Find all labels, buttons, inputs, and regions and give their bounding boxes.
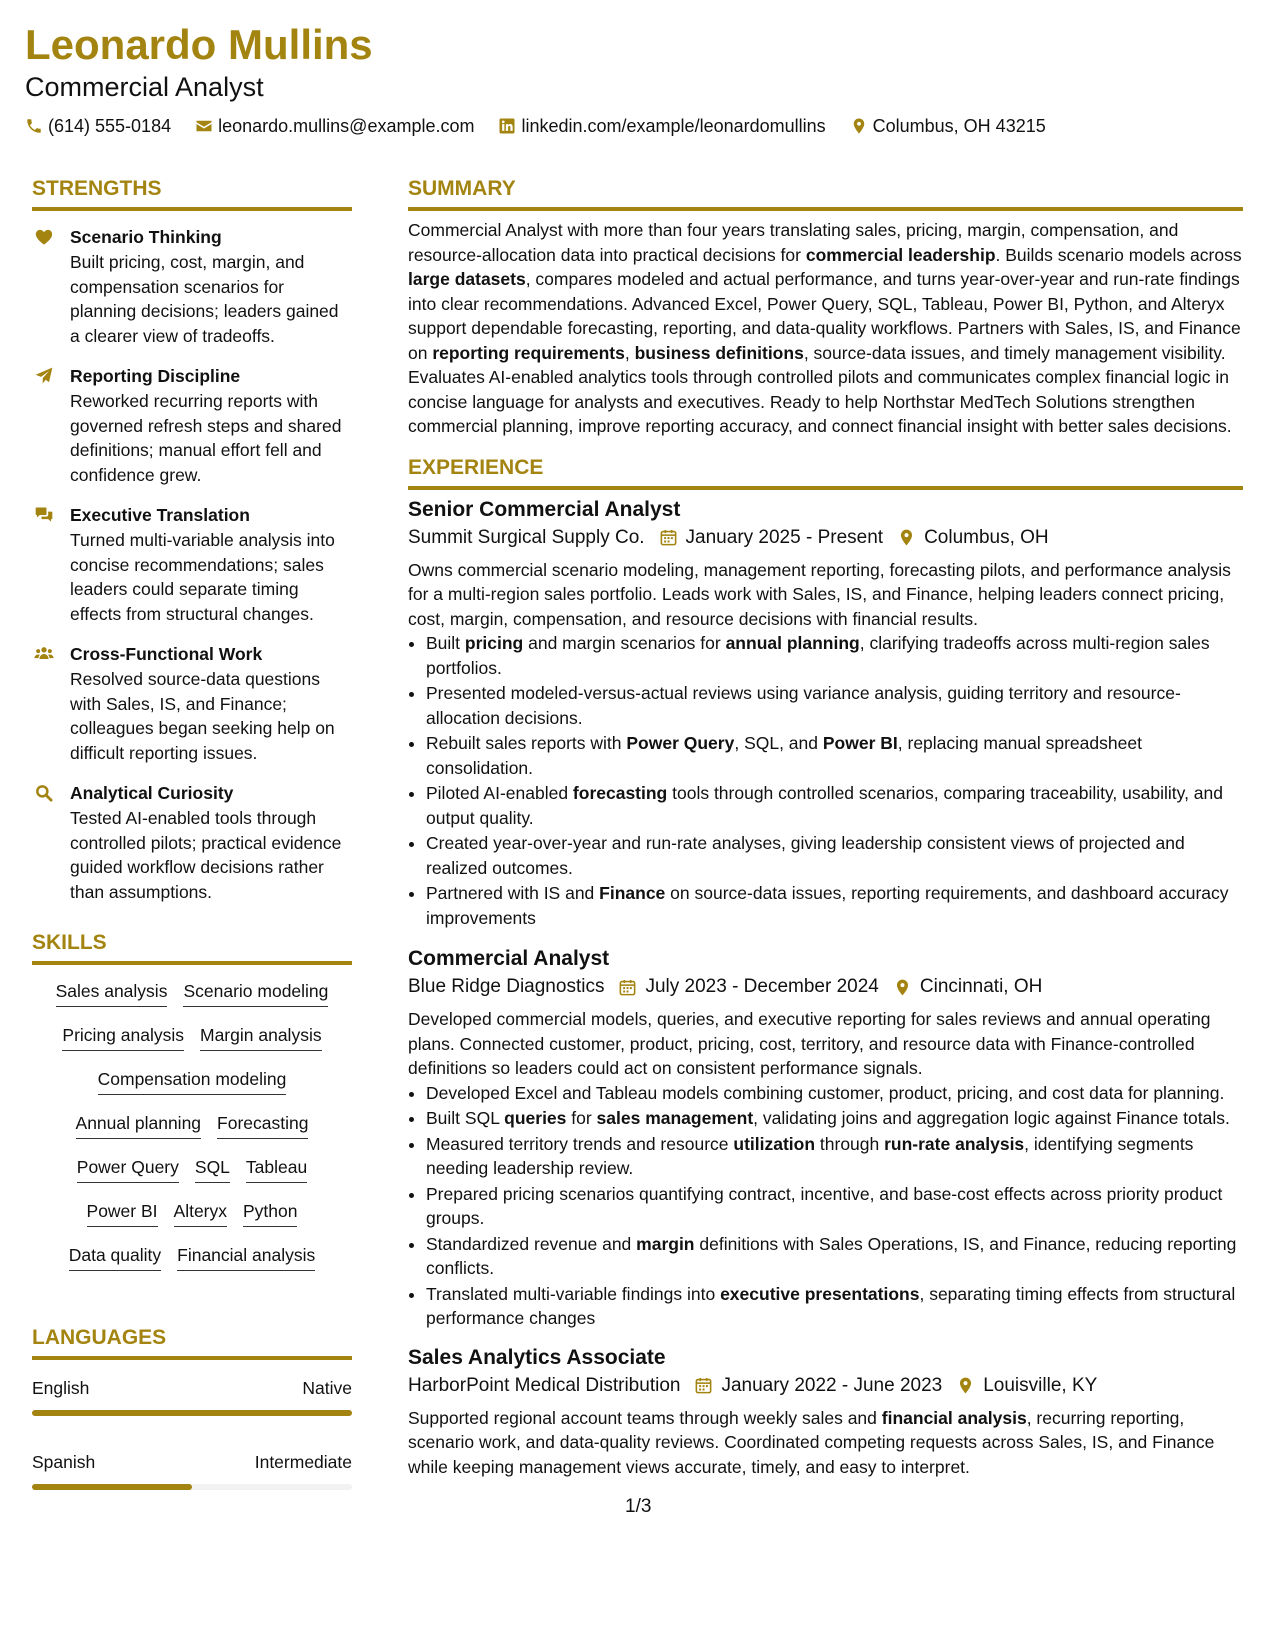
contact-email[interactable]	[195, 116, 474, 137]
job-bullet: • Measured territory trends and resource utilization through run-rate analysis, identifying segments needing leadership review.	[426, 1132, 1243, 1181]
skills-heading: SKILLS	[32, 930, 352, 965]
job-location: Cincinnati, OH	[919, 976, 1043, 997]
bold-phrase: queries	[504, 1108, 567, 1128]
skill-tag: Compensation modeling	[98, 1067, 287, 1095]
calendar-icon	[618, 978, 637, 997]
job-bullet: • Developed Excel and Tableau models combining customer, product, pricing, and cost data for planning.	[426, 1081, 1243, 1106]
skills-list	[32, 1111, 352, 1155]
language-name: English	[32, 1378, 90, 1398]
job-bullet: • Piloted AI-enabled forecasting tools through controlled scenarios, comparing traceability, usability, and output quality.	[426, 781, 1243, 830]
language-name: Spanish	[32, 1452, 96, 1472]
job-bullet: • Built SQL queries for sales management, validating joins and aggregation logic against Finance totals.	[426, 1106, 1243, 1131]
calendar-icon	[694, 1376, 713, 1395]
phone-icon	[25, 117, 43, 135]
strength-item	[32, 642, 352, 765]
language-item	[32, 1376, 352, 1416]
job-entry	[408, 945, 1243, 1331]
contact-bar	[25, 114, 1070, 138]
skills-list	[32, 1023, 352, 1067]
bold-phrase: margin	[636, 1233, 695, 1254]
job-title: Sales Analytics Associate	[408, 1345, 666, 1369]
job-meta	[408, 524, 1243, 552]
job-bullet: • Created year-over-year and run-rate analyses, giving leadership consistent views of projected and realized outcomes.	[426, 831, 1243, 880]
search-icon	[34, 783, 54, 803]
strength-title: Reporting Discipline	[70, 366, 241, 386]
job-entry	[408, 496, 1243, 931]
page-number: 1/3	[625, 1496, 652, 1517]
bold-phrase: forecasting	[572, 783, 668, 803]
skill-tag: Alteryx	[174, 1199, 227, 1227]
skill-tag: Margin analysis	[200, 1023, 322, 1051]
job-location: Louisville, KY	[983, 1374, 1098, 1396]
strength-item	[32, 364, 352, 487]
job-title: Commercial Analyst	[408, 947, 610, 970]
job-title: Senior Commercial Analyst	[408, 497, 681, 521]
skills-list	[32, 1199, 352, 1243]
email-text[interactable]: leonardo.mullins@example.com	[218, 115, 475, 136]
paper-plane-icon	[34, 366, 54, 386]
strength-item	[32, 781, 352, 904]
languages-heading: LANGUAGES	[32, 1325, 352, 1360]
job-bullet: • Partnered with IS and Finance on source-data issues, reporting requirements, and dashboard accuracy improvements	[426, 881, 1243, 930]
job-description: Developed commercial models, queries, and executive reporting for sales reviews and annual operating plans. Connected customer, product, pricing, cost, territory, and resource data with Finance-controlled definitions so leaders could act on consistent performance signals.	[408, 1009, 1211, 1078]
bold-phrase: utilization	[733, 1133, 816, 1154]
bold-phrase: run-rate analysis	[884, 1133, 1025, 1154]
summary-text: Commercial Analyst with more than four years translating sales, pricing, margin, compensation, and resource-allocation data into practical decisions for commercial leadership. Builds scenario models across large datasets, compares modeled and actual performance, and turns year-over-year and run-rate findings into clear recommendations. Advanced Excel, Power Query, SQL, Tableau, Power BI, Python, and Alteryx support dependable forecasting, reporting, and data-quality workflows. Partners with Sales, IS, and Finance on reporting requirements, business definitions, source-data issues, and timely management visibility. Evaluates AI-enabled analytics tools through controlled pilots and communicates complex financial logic in concise language for analysts and executives. Ready to help Northstar MedTech Solutions strengthen commercial planning, improve reporting accuracy, and connect financial insight with better sales decisions.	[408, 220, 1242, 436]
skill-tag: Pricing analysis	[62, 1023, 184, 1051]
job-bullet: • Rebuilt sales reports with Power Query, SQL, and Power BI, replacing manual spreadsheet consolidation.	[426, 731, 1243, 780]
map-pin-icon	[956, 1376, 975, 1395]
language-bar	[32, 1410, 352, 1416]
skills-list	[32, 1243, 352, 1287]
job-bullets	[408, 1081, 1243, 1331]
language-bar	[32, 1484, 352, 1490]
linkedin-icon	[498, 117, 516, 135]
calendar-icon	[659, 528, 678, 547]
job-bullet: • Built pricing and margin scenarios for annual planning, clarifying tradeoffs across multi-region sales portfolios.	[426, 631, 1243, 680]
job-dates: January 2025 - Present	[685, 526, 884, 548]
linkedin-text[interactable]: linkedin.com/example/leonardomullins	[521, 115, 826, 136]
job-meta	[408, 1372, 1243, 1400]
language-bar-fill	[32, 1410, 352, 1416]
candidate-name: Leonardo Mullins	[25, 21, 373, 68]
phone-text: (614) 555-0184	[48, 115, 172, 136]
location-text: Columbus, OH 43215	[872, 115, 1046, 136]
skill-tag: Power Query	[77, 1155, 179, 1183]
skill-tag: SQL	[195, 1155, 230, 1183]
skills-list	[32, 1155, 352, 1199]
map-pin-icon	[893, 978, 912, 997]
contact-location	[850, 116, 1046, 137]
job-company: Blue Ridge Diagnostics	[408, 976, 605, 997]
bold-phrase: Finance	[599, 883, 666, 903]
skill-tag: Power BI	[87, 1199, 158, 1227]
skills-list	[32, 979, 352, 1023]
job-bullet: • Presented modeled-versus-actual reviews using variance analysis, guiding territory and resource-allocation decisions.	[426, 681, 1243, 730]
right-column	[408, 176, 1243, 1479]
job-dates: July 2023 - December 2024	[645, 976, 879, 997]
language-level: Intermediate	[254, 1452, 352, 1472]
bold-phrase: sales management	[596, 1108, 754, 1128]
comments-icon	[34, 505, 54, 525]
bold-phrase: pricing	[464, 633, 524, 653]
contact-phone	[25, 116, 171, 137]
strength-desc: Reworked recurring reports with governed refresh steps and shared definitions; manual effort fell and confidence grew.	[70, 391, 342, 485]
strength-item	[32, 225, 352, 348]
strengths-heading: STRENGTHS	[32, 176, 352, 211]
strength-title: Executive Translation	[70, 505, 250, 525]
job-bullet: • Prepared pricing scenarios quantifying contract, incentive, and base-cost effects across priority product groups.	[426, 1182, 1243, 1231]
strength-desc: Resolved source-data questions with Sales, IS, and Finance; colleagues began seeking help on difficult reporting issues.	[70, 669, 335, 763]
bold-phrase: annual planning	[725, 633, 860, 653]
job-description: Owns commercial scenario modeling, management reporting, forecasting pilots, and performance analysis for a multi-region sales portfolio. Leads work with Sales, IS, and Finance, helping leaders connect pricing, cost, margin, compensation, and resource decisions with financial results.	[408, 559, 1231, 629]
contact-linkedin[interactable]	[498, 116, 825, 137]
job-description: Supported regional account teams through weekly sales and financial analysis, recurring reporting, scenario work, and data-quality reviews. Coordinated competing requests across Sales, IS, and Finance while keeping management views accurate, timely, and easy to interpret.	[408, 1407, 1215, 1477]
skill-tag: Sales analysis	[56, 979, 168, 1007]
bold-phrase: commercial leadership	[805, 244, 996, 265]
skills-list	[32, 1067, 352, 1111]
strength-title: Cross-Functional Work	[70, 644, 263, 664]
language-level: Native	[302, 1378, 352, 1398]
job-bullets	[408, 631, 1243, 930]
bold-phrase: executive presentations	[720, 1283, 920, 1304]
skill-tag: Financial analysis	[177, 1243, 315, 1271]
job-bullet: • Translated multi-variable findings into executive presentations, separating timing effects from structural performance changes	[426, 1282, 1243, 1331]
left-column	[32, 176, 352, 1490]
job-company: Summit Surgical Supply Co.	[408, 526, 645, 548]
map-pin-icon	[850, 117, 868, 135]
experience-heading: EXPERIENCE	[408, 455, 1243, 490]
envelope-icon	[195, 117, 213, 135]
job-bullet: • Standardized revenue and margin definitions with Sales Operations, IS, and Finance, reducing reporting conflicts.	[426, 1232, 1243, 1281]
map-pin-icon	[897, 528, 916, 547]
strength-title: Scenario Thinking	[70, 227, 222, 247]
language-item	[32, 1450, 352, 1490]
bold-phrase: large datasets	[408, 269, 526, 289]
skill-tag: Tableau	[246, 1155, 307, 1183]
strength-desc: Tested AI-enabled tools through controlled pilots; practical evidence guided workflow decisions rather than assumptions.	[70, 808, 342, 902]
bold-phrase: Power BI	[822, 733, 898, 753]
strength-item	[32, 503, 352, 626]
strength-title: Analytical Curiosity	[70, 783, 234, 803]
bold-phrase: reporting requirements	[432, 342, 625, 363]
job-dates: January 2022 - June 2023	[721, 1374, 943, 1396]
strength-desc: Built pricing, cost, margin, and compensation scenarios for planning decisions; leaders gained a clearer view of tradeoffs.	[70, 252, 339, 346]
skill-tag: Python	[243, 1199, 297, 1227]
skill-tag: Forecasting	[217, 1111, 308, 1139]
candidate-title: Commercial Analyst	[25, 72, 264, 102]
job-location: Columbus, OH	[924, 526, 1049, 548]
summary-heading: SUMMARY	[408, 176, 1243, 211]
bold-phrase: financial analysis	[881, 1407, 1027, 1428]
job-company: HarborPoint Medical Distribution	[408, 1374, 681, 1396]
language-bar-fill	[32, 1484, 192, 1490]
job-meta	[408, 973, 1243, 1001]
skill-tag: Annual planning	[76, 1111, 202, 1139]
bold-phrase: Power Query	[626, 733, 735, 753]
bold-phrase: business definitions	[634, 342, 804, 363]
heart-icon	[34, 227, 54, 247]
skill-tag: Data quality	[69, 1243, 161, 1271]
skill-tag: Scenario modeling	[183, 979, 328, 1007]
job-entry	[408, 1344, 1243, 1480]
strength-desc: Turned multi-variable analysis into concise recommendations; sales leaders could separate timing effects from structural changes.	[70, 530, 335, 624]
users-icon	[34, 644, 54, 664]
